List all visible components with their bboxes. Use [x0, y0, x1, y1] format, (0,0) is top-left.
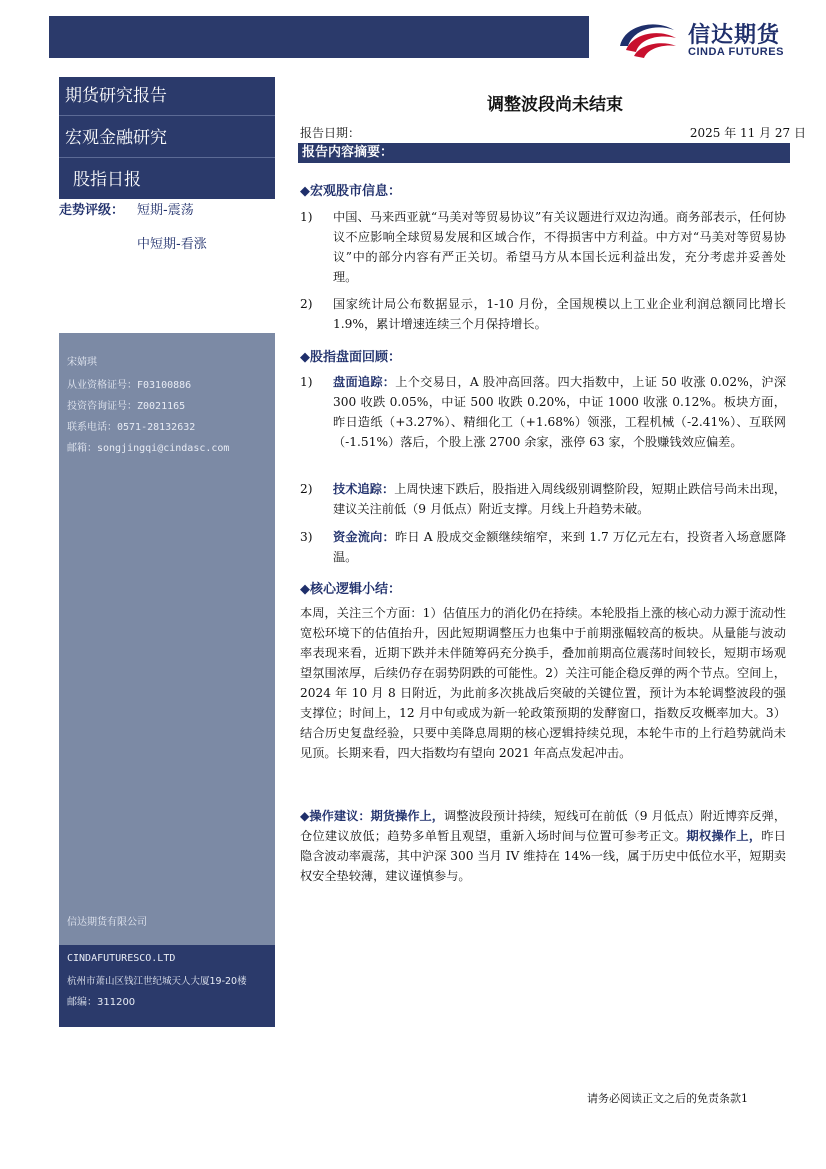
license-2: 投资咨询证号：Z0021165 — [67, 401, 186, 412]
review-text-3: 昨日 A 股成交金额继续缩窄，来到 1.7 万亿元左右，投资者入场意愿降温。 — [333, 530, 787, 564]
section-review: ◆股指盘面回顾： — [300, 350, 401, 365]
review-key-3: 资金流向： — [333, 530, 395, 544]
item-number: 1) — [300, 375, 313, 389]
sidebar — [59, 77, 275, 1027]
item-number: 3) — [300, 530, 313, 544]
operation-advice — [300, 806, 786, 886]
review-item-1 — [333, 372, 786, 452]
date-label: 报告日期： — [300, 126, 361, 140]
report-title: 调整波段尚未结束 — [487, 95, 623, 115]
license-1: 从业资格证号：F03100886 — [67, 380, 192, 391]
company-logo — [614, 16, 804, 62]
review-item-2 — [333, 479, 786, 519]
date-value: 2025 年 11 月 27 日 — [689, 126, 806, 140]
trend-short: 短期-震荡 — [137, 203, 194, 218]
logic-summary: 本周，关注三个方面：1）估值压力的消化仍在持续。本轮股指上涨的核心动力源于流动性宽松环境下的估值抬升，因此短期调整压力也集中于前期涨幅较高的板块。从量能与波动率表现来看，近期下跌并未伴随筹码充分换手，叠加前期高位震荡时间较长，短期市场观望氛围浓厚，后续仍存在弱势阴跌的可能性。2）关注可能企稳反弹的两个节点。空间上，2024 年 10 月 8 日附近，为此前多次挑战后突破的关键位置，预计为本轮调整波段的强支撑位；时间上，12 月中旬或成为新一轮政策预期的发酵窗口，指数反攻概率加大。3）结合历史复盘经验，只要中美降息周期的核心逻辑持续兑现，本轮牛市的上行趋势就尚未见顶。长期来看，四大指数均有望向 2021 年高点发起冲击。 — [300, 606, 786, 760]
advice-options-text: 昨日隐含波动率震荡，其中沪深 300 当月 IV 维持在 14%一线，属于历史中低位水平，短期卖权安全垫较薄，建议谨慎参与。 — [300, 829, 786, 883]
item-number: 1) — [300, 210, 313, 224]
section-advice: ◆操作建议： — [300, 809, 371, 823]
analyst-name: 宋婧琪 — [67, 357, 97, 368]
sidebar-category: 宏观金融研究 — [59, 119, 275, 158]
trend-label: 走势评级： — [59, 203, 125, 218]
logo-mark-icon — [614, 16, 680, 62]
trend-mid: 中短期-看涨 — [137, 237, 207, 252]
trend-rating-block — [59, 199, 275, 333]
header-bar — [49, 16, 589, 58]
item-number: 2) — [300, 482, 313, 496]
item-number: 2) — [300, 297, 313, 311]
company-name: 信达期货有限公司 — [67, 917, 147, 928]
advice-options-key: 期权操作上， — [686, 829, 762, 843]
abstract-bar: 报告内容摘要： — [298, 143, 790, 163]
phone: 联系电话：0571-28132632 — [67, 422, 196, 433]
review-text-2: 上周快速下跌后，股指进入周线级别调整阶段，短期止跌信号尚未出现，建议关注前低（9 月低点）附近支撑。月线上升趋势未破。 — [333, 482, 787, 516]
sidebar-info-panel — [59, 333, 275, 945]
sidebar-footer — [59, 945, 275, 1027]
advice-futures-text: 调整波段预计持续，短线可在前低（9 月低点）附近博弈反弹，仓位建议放低；趋势多单暂且观望，重新入场时间与位置可参考正文。 — [300, 809, 787, 843]
macro-item-2: 国家统计局公布数据显示，1-10 月份，全国规模以上工业企业利润总额同比增长 1.9%，累计增速连续三个月保持增长。 — [333, 297, 786, 331]
macro-item-1: 中国、马来西亚就“马美对等贸易协议”有关议题进行双边沟通。商务部表示，任何协议不应影响全球贸易发展和区域合作，不得损害中方利益。中方对“马美对等贸易协议”中的部分内容有严正关切。希望马方从本国长远利益出发，充分考虑并妥善处理。 — [333, 210, 786, 284]
sidebar-report-name: 股指日报 — [59, 161, 275, 199]
advice-futures-key: 期货操作上， — [370, 809, 445, 823]
section-macro: ◆宏观股市信息： — [300, 184, 401, 199]
review-key-1: 盘面追踪： — [333, 375, 396, 389]
company-en: CINDAFUTURESCO.LTD — [67, 953, 176, 964]
logo-cn-text: 信达期货 — [688, 23, 781, 48]
review-text-1: 上个交易日，A 股冲高回落。四大指数中，上证 50 收涨 0.02%，沪深 300 收跌 0.05%，中证 500 收跌 0.20%，中证 1000 收涨 0.12%。板块方面，昨日造纸（+3.27%）、精细化工（+1.68%）领涨，工程机械（-2.41%）、互联网（-1.51%）落后，个股上涨 2700 余家，涨停 63 家，个股赚钱效应偏差。 — [333, 375, 787, 449]
postcode: 邮编：311200 — [67, 997, 136, 1008]
review-item-3 — [333, 527, 786, 567]
email: 邮箱：songjingqi@cindasc.com — [67, 443, 230, 454]
review-key-2: 技术追踪： — [333, 482, 395, 496]
logo-en-text: CINDA FUTURES — [688, 46, 784, 58]
company-address: 杭州市萧山区钱江世纪城天人大厦19-20楼 — [67, 976, 247, 987]
footer-disclaimer: 请务必阅读正文之后的免责条款1 — [587, 1092, 748, 1105]
section-logic: ◆核心逻辑小结： — [300, 582, 401, 597]
sidebar-report-type: 期货研究报告 — [59, 77, 275, 116]
